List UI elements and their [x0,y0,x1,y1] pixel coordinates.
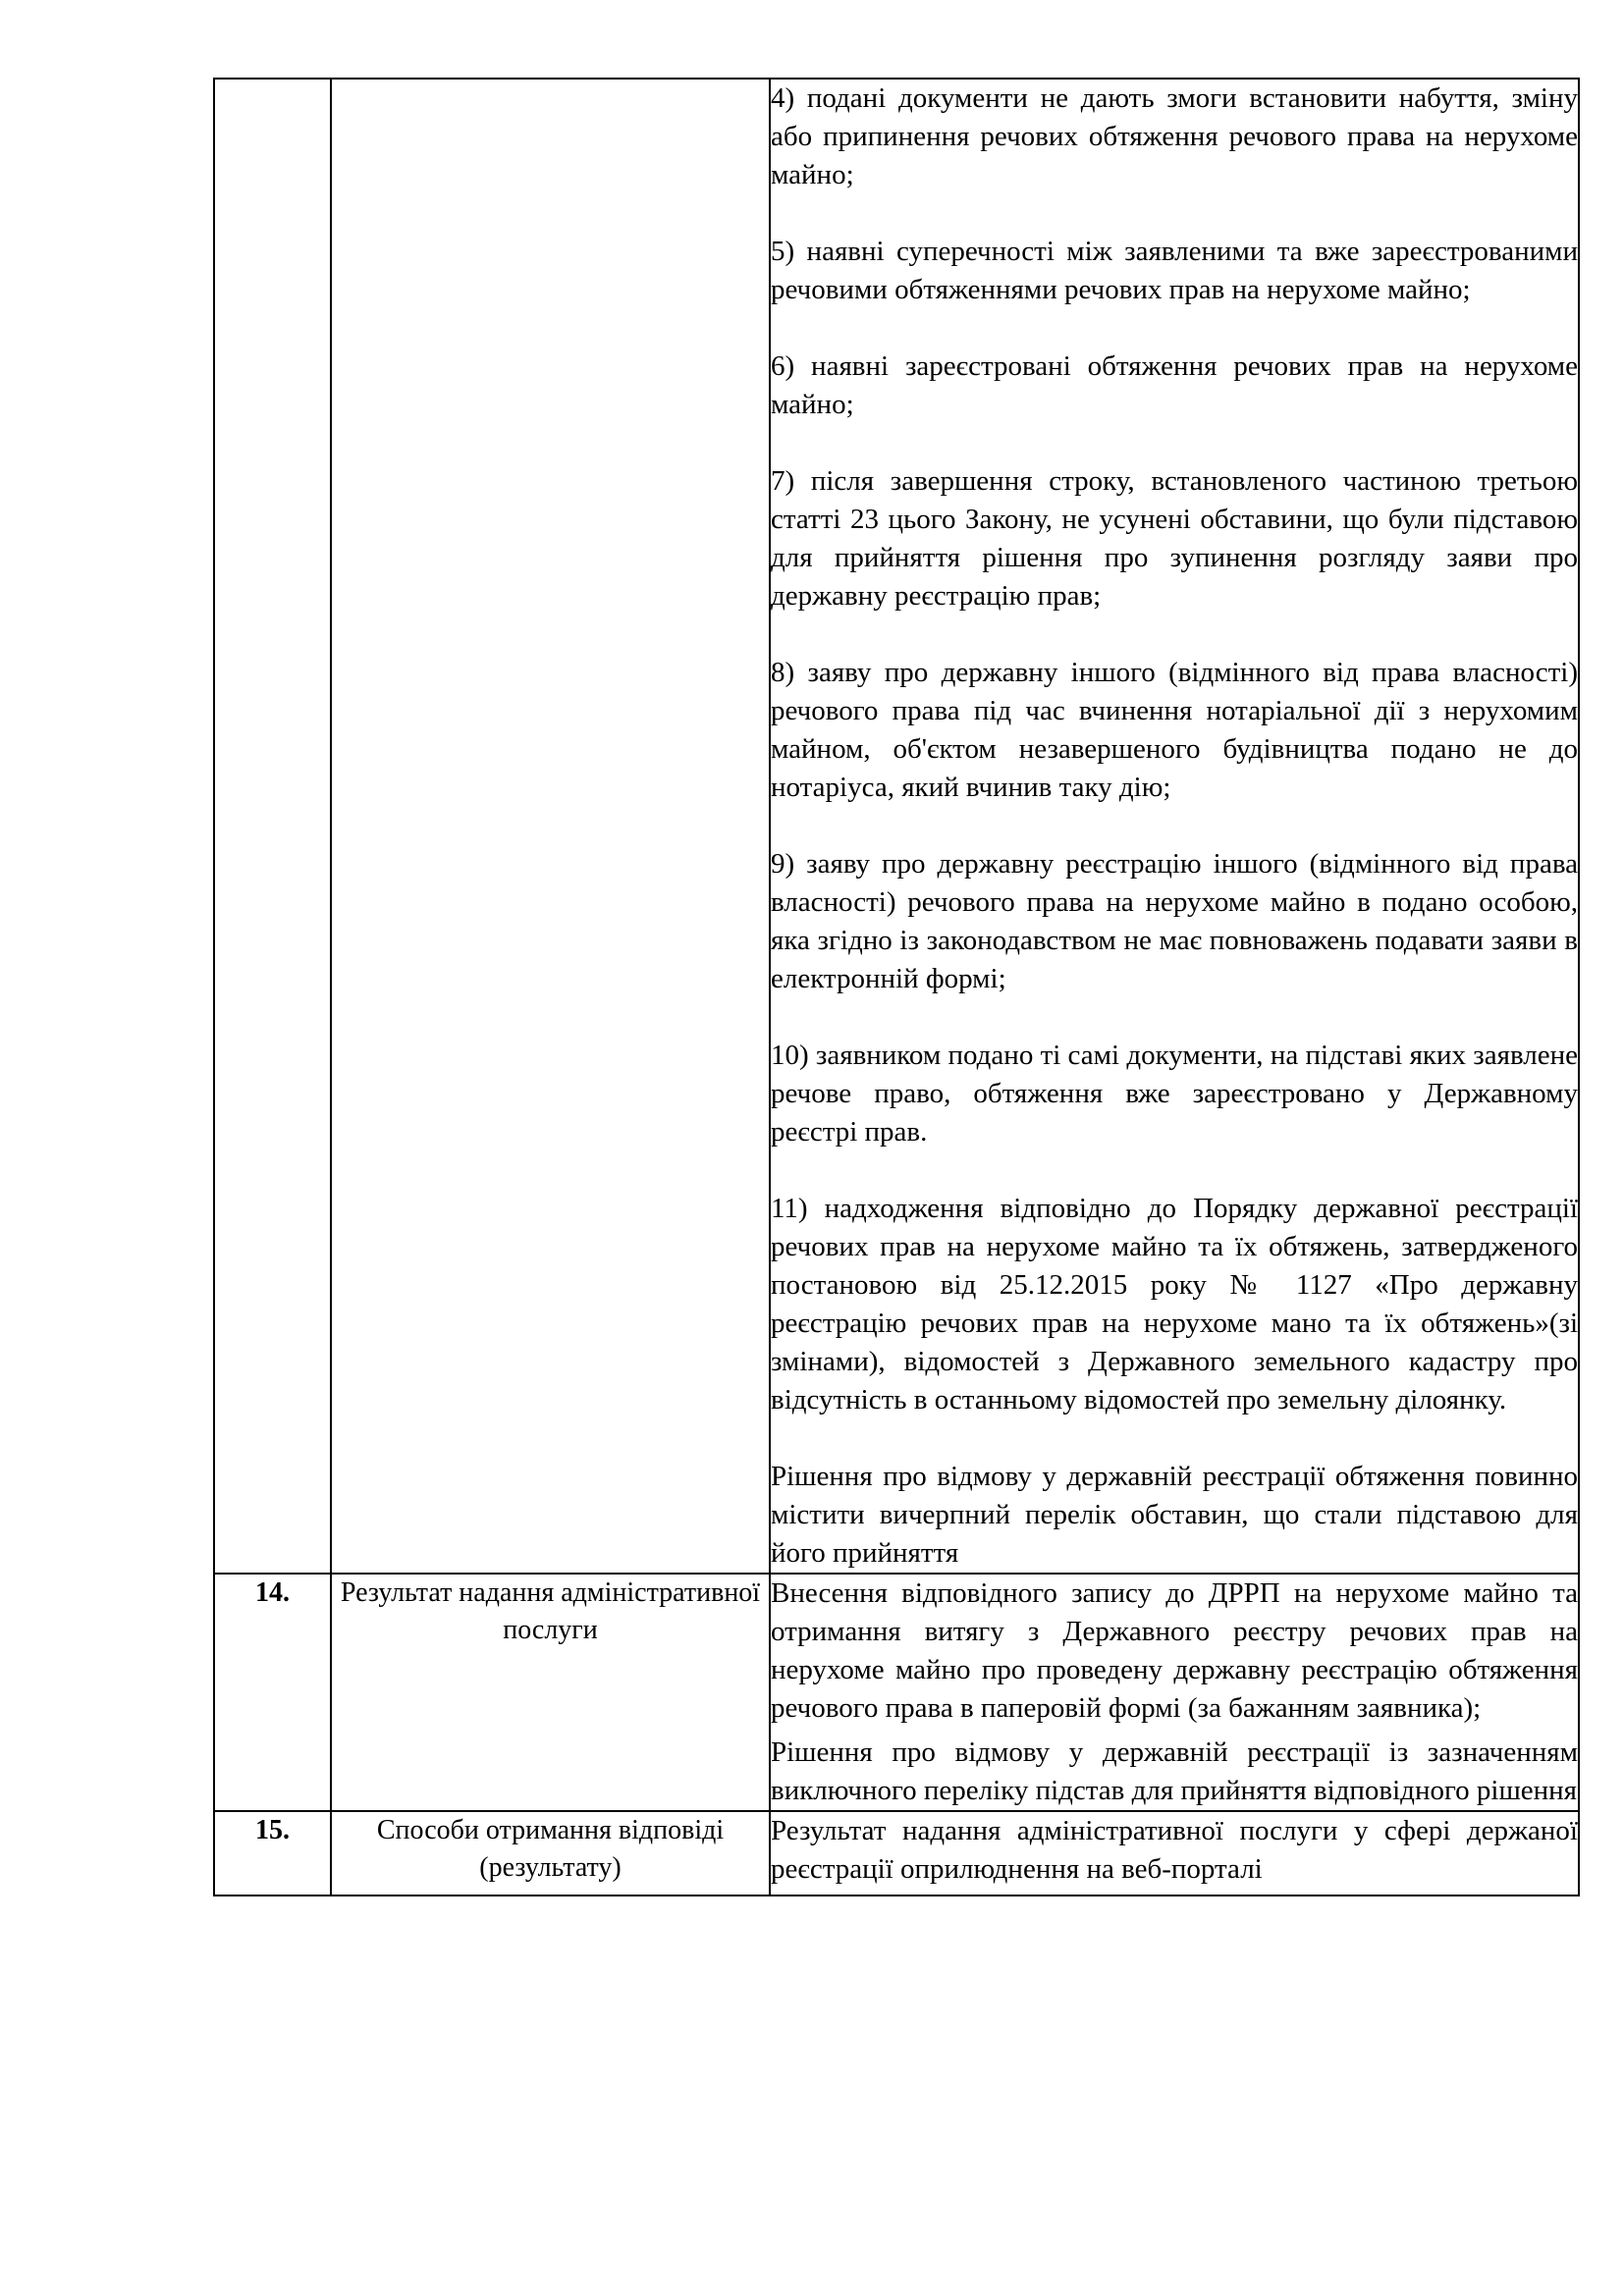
row-number: 15. [214,1811,331,1896]
refusal-ground-7: 7) після завершення строку, встановленого частиною третьою статті 23 цього Закону, не усунені обставини, що були підставою для прийняття рішення про зупинення розгляду заяви про державну реєстрацію прав; [771,465,1578,612]
refusal-ground-4: 4) подані документи не дають змоги встановити набуття, зміну або припинення речових обтяження речового права на нерухоме майно; [771,82,1578,190]
refusal-ground-8: 8) заяву про державну іншого (відмінного від права власності) речового права під час вчинення нотаріальної дії з нерухомим майном, об'єктом незавершеного будівництва подано не до нотаріуса, який вчинив таку дію; [771,657,1578,803]
refusal-ground-10: 10) заявником подано ті самі документи, на підставі яких заявлене речове право, обтяження вже зареєстровано у Державному реєстрі прав. [771,1040,1578,1148]
refusal-ground-9: 9) заяву про державну реєстрацію іншого (відмінного від права власності) речового права на нерухоме майно в подано особою, яка згідно із законодавством не має повноважень подавати заяви в електронній формі; [771,848,1578,994]
receipt-methods-paragraph: Результат надання адміністративної послуги у сфері держаної реєстрації оприлюднення на веб-порталі [771,1815,1578,1885]
refusal-ground-11: 11) надходження відповідно до Порядку державної реєстрації речових прав на нерухоме майно та їх обтяжень, затвердженого постановою від 25.12.2015 року № 1127 «Про державну реєстрацію речових прав на нерухоме мано та їх обтяжень»(зі змінами), відомостей з Державного земельного кадастру про відсутність в останньому відомостей про земельну ділоянку. [771,1193,1578,1415]
table-row-15 [214,1811,1579,1896]
result-paragraph-1: Внесення відповідного запису до ДРРП на нерухоме майно та отримання витягу з Державного реєстру речових прав на нерухоме майно про проведену державну реєстрацію обтяження речового права в паперовій формі (за бажанням заявника); [771,1577,1578,1724]
refusal-ground-5: 5) наявні суперечності між заявленими та вже зареєстрованими речовими обтяженнями речових прав на нерухоме майно; [771,236,1578,305]
row-number-cell [214,79,331,1574]
row-name: Результат надання адміністративної послуги [331,1574,770,1811]
result-paragraph-2: Рішення про відмову у державній реєстрації із зазначенням виключного переліку підстав для прийняття відповідного рішення [771,1736,1578,1806]
service-info-table [213,78,1580,1896]
row-number: 14. [214,1574,331,1811]
row-description-cell [770,79,1579,1574]
row-description-cell [770,1811,1579,1896]
row-name: Способи отримання відповіді (результату) [331,1811,770,1896]
refusal-decision-note: Рішення про відмову у державній реєстрації обтяження повинно містити вичерпний перелік обставин, що стали підставою для його прийняття [771,1461,1578,1569]
row-name-cell [331,79,770,1574]
row-description-cell [770,1574,1579,1811]
table-row-continuation [214,79,1579,1574]
refusal-ground-6: 6) наявні зареєстровані обтяження речових прав на нерухоме майно; [771,350,1578,420]
table-row-14 [214,1574,1579,1811]
